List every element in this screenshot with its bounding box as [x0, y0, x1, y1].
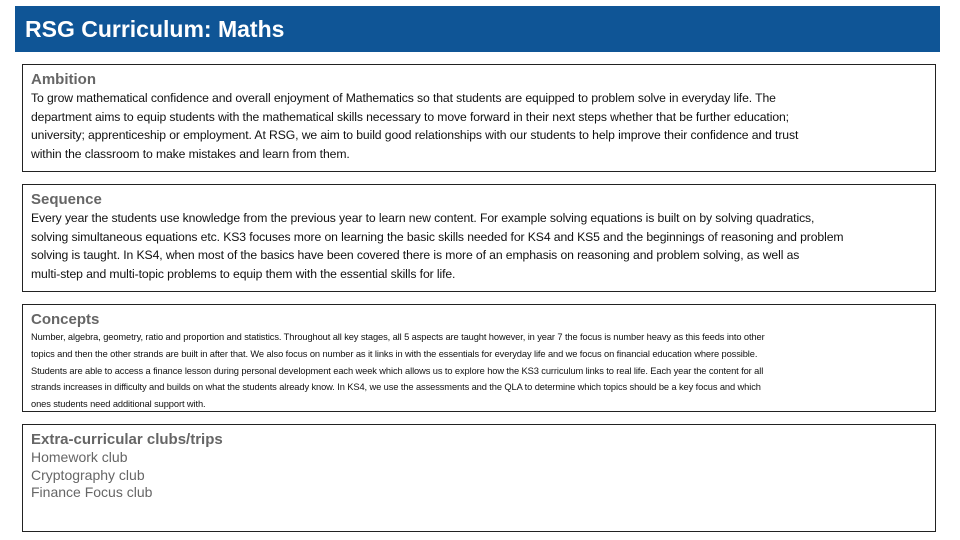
sequence-section: [22, 184, 936, 292]
concepts-section: [22, 304, 936, 412]
section-title: Extra-curricular clubs/trips: [31, 431, 223, 448]
text-line: multi-step and multi-topic problems to equip them with the essential skills for life.: [31, 266, 456, 281]
page-title: RSG Curriculum: Maths: [25, 16, 285, 42]
text-line: strands increases in difficulty and builds on what the students already know. In KS4, we use the assessments and the QLA to determine which topics should be a key focus and which: [31, 382, 761, 393]
text-line: Students are able to access a finance lesson during personal development each week which allows us to explore how the KS3 curriculum links to real life. Each year the content for all: [31, 365, 764, 376]
text-line: university; apprenticeship or employment. At RSG, we aim to build good relationships with our students to help improve their confidence and trust: [31, 128, 799, 142]
text-line: within the classroom to make mistakes and learn from them.: [31, 146, 350, 161]
section-title: Ambition: [31, 71, 96, 88]
club-item: Cryptography club: [31, 466, 145, 483]
text-line: topics and then the other strands are built in after that. We also focus on number as it links in with the essentials for everyday life and we focus on financial education where possible.: [31, 348, 758, 359]
extra-curricular-section: [22, 424, 936, 532]
header-banner: [15, 6, 940, 52]
text-line: Number, algebra, geometry, ratio and proportion and statistics. Throughout all key stages, all 5 aspects are taught however, in year 7 the focus is number heavy as this feeds into other: [31, 332, 765, 342]
text-line: department aims to equip students with the mathematical skills necessary to move forward in their next steps whether that be further education;: [31, 109, 789, 124]
section-title: Concepts: [31, 311, 100, 328]
section-title: Sequence: [31, 191, 102, 208]
text-line: ones students need additional support with.: [31, 399, 206, 410]
club-item: Homework club: [31, 449, 128, 465]
text-line: To grow mathematical confidence and overall enjoyment of Mathematics so that students are equipped to problem solve in everyday life. The: [31, 91, 776, 105]
text-line: solving is taught. In KS4, when most of the basics have been covered there is more of an emphasis on reasoning and problem solving, as well as: [31, 248, 800, 262]
text-line: solving simultaneous equations etc. KS3 focuses more on learning the basic skills needed for KS4 and KS5 and the beginnings of reasoning and problem: [31, 229, 844, 244]
club-item: Finance Focus club: [31, 484, 153, 500]
text-line: Every year the students use knowledge from the previous year to learn new content. For example solving equations is built on by solving quadratics,: [31, 211, 815, 225]
ambition-section: [22, 64, 936, 172]
